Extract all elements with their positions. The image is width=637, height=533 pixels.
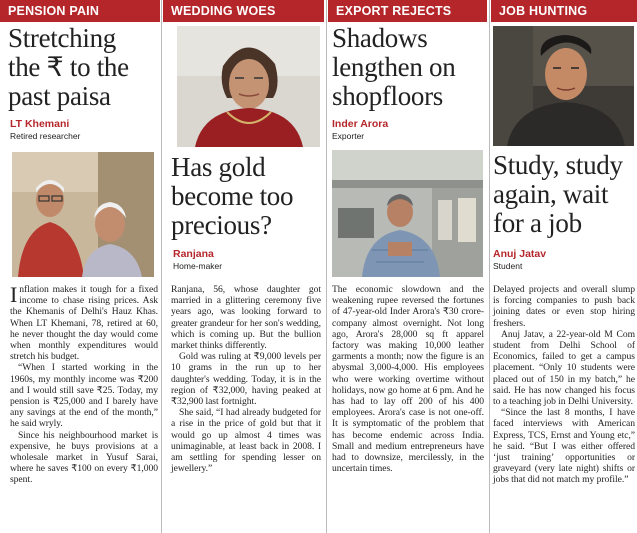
byline-name: Ranjana bbox=[173, 248, 214, 260]
byline-name: Inder Arora bbox=[332, 118, 389, 130]
section-tag: PENSION PAIN bbox=[0, 0, 160, 22]
photo-factory-floor bbox=[332, 150, 483, 277]
headline-line: shopfloors bbox=[332, 81, 443, 111]
headline-line: the ₹ to the bbox=[8, 52, 129, 82]
headline bbox=[332, 24, 487, 111]
paragraph: “When I started working in the 1960s, my monthly income was ₹200 and I would still save ₹25. Today, my pension is ₹25,000 and I barely have any savings at the end of the month,” he said wryly. bbox=[10, 362, 158, 430]
byline-role: Retired researcher bbox=[10, 131, 81, 141]
photo-elderly-couple bbox=[12, 152, 154, 277]
article-body bbox=[171, 284, 321, 474]
paragraph: Inflation makes it tough for a fixed income to chase rising prices. Ask the Khemanis of Delhi's Hauz Khas. When LT Khemani, 78, retired at 60, he never thought the day would come when monthly expenditures would stretch his budget. bbox=[10, 282, 158, 363]
story-wedding-woes bbox=[163, 0, 324, 533]
story-pension-pain bbox=[0, 0, 160, 533]
headline-line: Study, study bbox=[493, 150, 623, 180]
headline bbox=[171, 153, 323, 240]
headline bbox=[493, 151, 637, 238]
article-body bbox=[10, 284, 158, 486]
section-tag: WEDDING WOES bbox=[163, 0, 324, 22]
paragraph: Since his neighbourhood market is expensive, he buys provisions at a wholesale market in Yusuf Sarai, where he saves ₹100 on every ₹1,000 spent. bbox=[10, 429, 158, 486]
story-export-rejects bbox=[328, 0, 487, 533]
headline-line: Has gold bbox=[171, 152, 266, 182]
byline-name: Anuj Jatav bbox=[493, 248, 547, 260]
photo-woman-portrait bbox=[177, 26, 320, 147]
article-body bbox=[493, 284, 635, 486]
paragraph: Delayed projects and overall slump is forcing companies to push back joining dates or even stop hiring freshers. bbox=[493, 284, 635, 329]
headline-line: Shadows bbox=[332, 23, 428, 53]
paragraph: Anuj Jatav, a 22-year-old M Com student from Delhi School of Economics, failed to get a campus placement. “Only 10 students were placed out of 150 in my batch,” he said. He has now changed his focus to a teaching job in Delhi University. bbox=[493, 328, 635, 408]
byline-name: LT Khemani bbox=[10, 118, 70, 130]
photo-student-portrait bbox=[493, 26, 634, 146]
story-job-hunting bbox=[491, 0, 637, 533]
headline-line: lengthen on bbox=[332, 52, 456, 82]
paragraph: She said, “I had already budgeted for a rise in the price of gold but that it would go up almost 4 times was unimaginable, at least back in 2008. I am settling for spending lesser on jewellery.” bbox=[171, 407, 321, 475]
section-tag: JOB HUNTING bbox=[491, 0, 637, 22]
headline-line: for a job bbox=[493, 208, 582, 238]
headline-line: past paisa bbox=[8, 81, 111, 111]
paragraph: “Since the last 8 months, I have faced interviews with American Express, TCS, Ernst and Young etc,” he said. “But I was either offered ‘just training’ opportunities or graveyard (very late night) shifts or jobs that did not match my profile.” bbox=[493, 407, 635, 486]
paragraph: Ranjana, 56, whose daughter got married in a glittering ceremony five years ago, was looking forward to greater grandeur for her son's wedding, which is coming up. But the bullion market thinks differently. bbox=[171, 284, 321, 352]
byline-role: Home-maker bbox=[173, 261, 223, 271]
headline-line: become too bbox=[171, 181, 294, 211]
paragraph: The economic slowdown and the weakening rupee reversed the fortunes of 47-year-old Inder Arora's ₹30 crore-company almost overnight. Not long ago, Arora's 28,000 sq ft apparel factory was making 10,000 leather garments a month; now the figure is an abysmal 3,000-4,000. His employees who were working overtime without holidays, now go home at 6 pm. And he has had to lay off 200 of his 400 employees. Arora's case is not one-off. It is symptomatic of the problem that has become endemic across India. Small and medium entrepreneurs have had to downsize, mercilessly, in the uncertain times. bbox=[332, 284, 484, 475]
byline-role: Exporter bbox=[332, 131, 365, 141]
article-body bbox=[332, 284, 484, 474]
paragraph: Gold was ruling at ₹9,000 levels per 10 grams in the run up to her daughter's wedding. Today, it is in the region of ₹32,000, having peaked at ₹32,900 last fortnight. bbox=[171, 351, 321, 408]
byline-role: Student bbox=[493, 261, 523, 271]
headline bbox=[8, 24, 160, 111]
headline-line: Stretching bbox=[8, 23, 116, 53]
headline-line: again, wait bbox=[493, 179, 609, 209]
headline-line: precious? bbox=[171, 210, 272, 240]
section-tag: EXPORT REJECTS bbox=[328, 0, 487, 22]
